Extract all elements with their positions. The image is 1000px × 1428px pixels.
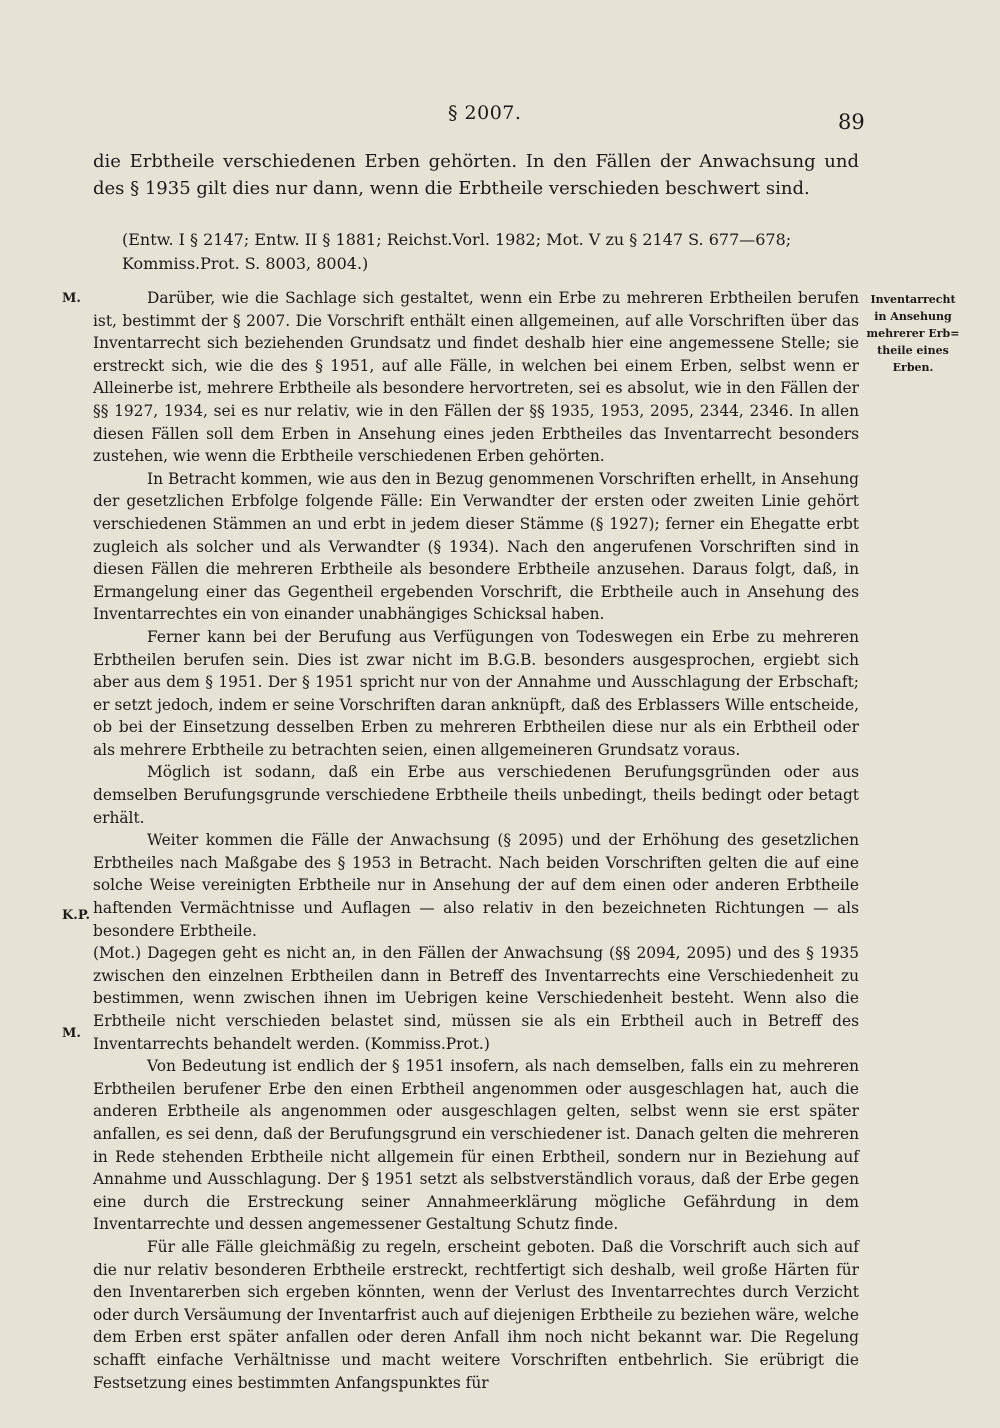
references-paragraph: (Entw. I § 2147; Entw. II § 1881; Reichst.Vorl. 1982; Mot. V zu § 2147 S. 677—678; Kommiss.Prot. S. 8003, 8004.) [122,230,792,273]
page-number: 89 [838,110,865,134]
paragraph: Darüber, wie die Sachlage sich gestaltet, wenn ein Erbe zu mehreren Erbtheilen berufen ist, bestimmt der § 2007. Die Vorschrift enthält einen allgemeinen, auf alle Vorschriften über das Inventarrecht sich beziehenden Grundsatz und findet deshalb hier eine angemessene Stelle; sie erstreckt sich, wie die des § 1951, auf alle Fälle, in welchen bei einem Erben, selbst wenn er Alleinerbe ist, mehrere Erbtheile als besondere hervortreten, sei es absolut, wie in den Fällen der §§ 1927, 1934, sei es nur relativ, wie in den Fällen der §§ 1935, 1953, 2095, 2344, 2346. In allen diesen Fällen soll dem Erben in Ansehung eines jeden Erbtheiles das Inventarrecht besonders zustehen, wie wenn die Erbtheile verschiedenen Erben gehörten. [93,289,859,466]
main-text [93,287,859,1394]
section-header: § 2007. [448,102,522,124]
margin-note [864,291,962,376]
siglum-kp: K.P. [62,908,90,923]
paragraph: Für alle Fälle gleichmäßig zu regeln, erscheint geboten. Daß die Vorschrift auch sich auf die nur relativ besonderen Erbtheile erstreckt, rechtfertigt sich deshalb, weil große Härten für den Inventarerben sich ergeben könnten, wenn der Verlust des Inventarrechtes durch Verzicht oder durch Versäumung der Inventarfrist auch auf diejenigen Erbtheile zu beziehen wäre, welche dem Erben erst später anfallen oder deren Anfall ihm noch nicht bekannt war. Die Regelung schafft einfache Verhältnisse und macht weitere Vorschriften entbehrlich. Sie erübrigt die Festsetzung eines bestimmten Anfangspunktes für [93,1237,859,1392]
margin-note-line: mehrerer Erb= [866,327,960,340]
margin-note-line: Erben. [892,361,934,374]
paragraph: In Betracht kommen, wie aus den in Bezug genommenen Vorschriften erhellt, in Ansehung der gesetzlichen Erbfolge folgende Fälle: Ein Verwandter der ersten oder zweiten Linie gehört verschiedenen Stämmen an und erbt in jedem dieser Stämme (§ 1927); ferner ein Ehegatte erbt zugleich als solcher und als Verwandter (§ 1934). Nach den angerufenen Vorschriften sind in diesen Fällen die mehreren Erbtheile als besondere Erbtheile anzusehen. Daraus folgt, daß, in Ermangelung einer das Gegentheil ergebenden Vorschrift, die Erbtheile auch in Ansehung des Inventarrechtes ein von einander unabhängiges Schicksal haben. [93,469,859,624]
siglum-m-second: M. [62,1026,81,1041]
margin-note-line: theile eines [877,344,949,357]
margin-note-line: in Ansehung [874,310,952,323]
paragraph: Von Bedeutung ist endlich der § 1951 insofern, als nach demselben, falls ein zu mehreren Erbtheilen berufener Erbe den einen Erbtheil angenommen oder ausgeschlagen hat, auch die anderen Erbtheile als angenommen oder ausgeschlagen gelten, selbst wenn sie erst später anfallen, es sei denn, daß der Berufungsgrund ein verschiedener ist. Danach gelten die mehreren in Rede stehenden Erbtheile nicht allgemein für einen Erbtheil, sondern nur in Beziehung auf Annahme und Ausschlagung. Der § 1951 setzt als selbstverständlich voraus, daß der Erbe gegen eine durch die Erstreckung seiner Annahmeerklärung mögliche Gefährdung in dem Inventarrechte und dessen angemessener Gestaltung Schutz finde. [93,1057,859,1234]
paragraph: Weiter kommen die Fälle der Anwachsung (§ 2095) und der Erhöhung des gesetzlichen Erbtheiles nach Maßgabe des § 1953 in Betracht. Nach beiden Vorschriften gelten die auf eine solche Weise vereinigten Erbtheile nur in Ansehung der auf dem einen oder anderen Erbtheile haftenden Vermächtnisse und Auflagen — also relativ in den bezeichneten Richtungen — als besondere Erbtheile. [93,831,859,940]
paragraph: Ferner kann bei der Berufung aus Verfügungen von Todeswegen ein Erbe zu mehreren Erbtheilen berufen sein. Dies ist zwar nicht im B.G.B. besonders ausgesprochen, ergiebt sich aber aus dem § 1951. Der § 1951 spricht nur von der Annahme und Ausschlagung der Erbschaft; er setzt jedoch, indem er seine Vorschriften daran anknüpft, daß des Erblassers Wille entscheide, ob bei der Einsetzung desselben Erben zu mehreren Erbtheilen diese nur als ein Erbtheil oder als mehrere Erbtheile zu betrachten seien, einen allgemeineren Grundsatz voraus. [93,627,859,759]
paragraph: (Mot.) Dagegen geht es nicht an, in den Fällen der Anwachsung (§§ 2094, 2095) und des § 1935 zwischen den einzelnen Erbtheilen dann in Betreff des Inventarrechts eine Verschiedenheit zu bestimmen, wenn zwischen ihnen im Uebrigen keine Verschiedenheit besteht. Wenn also die Erbtheile nicht verschieden belastet sind, müssen sie als ein Erbtheil auch in Betreff des Inventarrechts behandelt werden. (Kommiss.Prot.) [93,944,859,1053]
margin-note-line: Inventarrecht [870,293,956,306]
siglum-m: M. [62,291,81,306]
lead-paragraph: die Erbtheile verschiedenen Erben gehörten. In den Fällen der Anwachsung und des § 1935 gilt dies nur dann, wenn die Erbtheile verschieden beschwert sind. [93,151,859,199]
paragraph: Möglich ist sodann, daß ein Erbe aus verschiedenen Berufungsgründen oder aus demselben Berufungsgrunde verschiedene Erbtheile theils unbedingt, theils bedingt oder betagt erhält. [93,763,859,827]
